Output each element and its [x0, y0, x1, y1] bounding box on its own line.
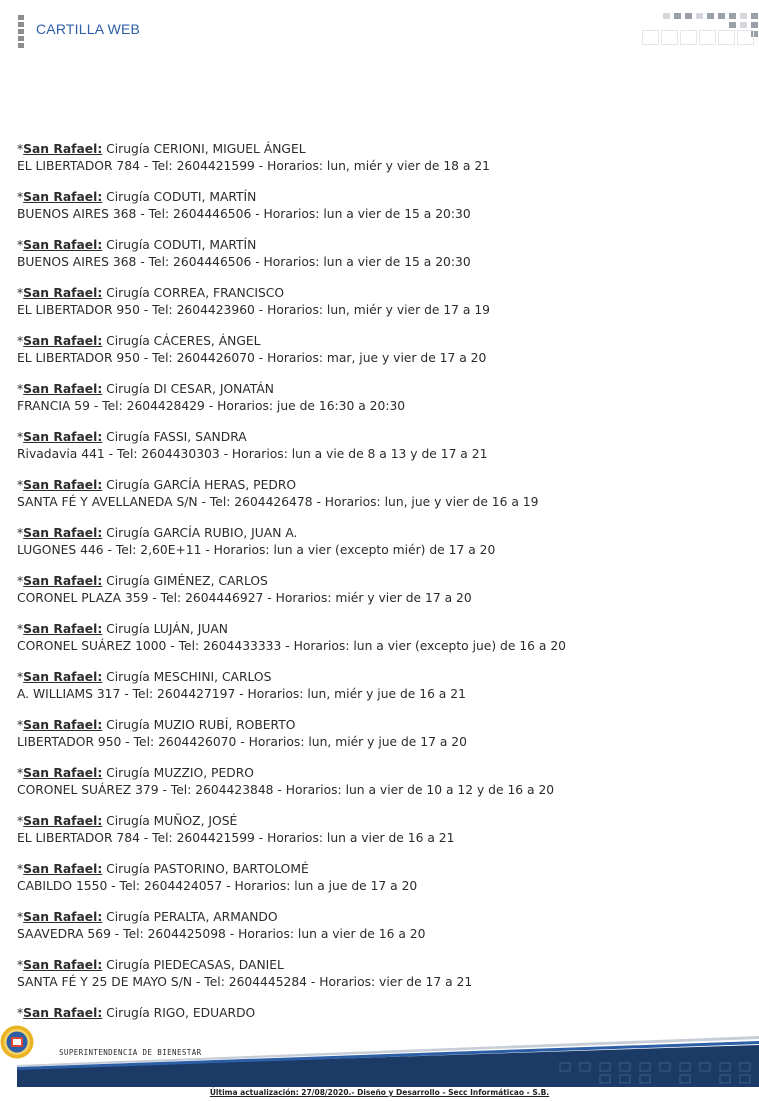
provider-details: CORONEL SUÁREZ 1000 - Tel: 2604433333 - Horarios: lun a vier (excepto jue) de 16 a 20	[17, 639, 566, 653]
provider-location: San Rafael:	[23, 382, 103, 396]
provider-entry	[17, 237, 747, 271]
provider-name: Cirugía MUÑOZ, JOSÉ	[106, 814, 238, 828]
provider-details: BUENOS AIRES 368 - Tel: 2604446506 - Horarios: lun a vier de 15 a 20:30	[17, 255, 471, 269]
provider-details: SANTA FÉ Y AVELLANEDA S/N - Tel: 2604426478 - Horarios: lun, jue y vier de 16 a 19	[17, 495, 539, 509]
provider-location: San Rafael:	[23, 958, 103, 972]
provider-name: Cirugía CODUTI, MARTÍN	[106, 238, 257, 252]
provider-name: Cirugía GARCÍA RUBIO, JUAN A.	[106, 526, 298, 540]
provider-location: San Rafael:	[23, 910, 103, 924]
provider-list	[17, 141, 747, 1036]
provider-entry	[17, 429, 747, 463]
provider-heading: *San Rafael: Cirugía CODUTI, MARTÍN	[17, 190, 257, 204]
provider-heading: *San Rafael: Cirugía CORREA, FRANCISCO	[17, 286, 285, 300]
agency-seal-icon	[0, 1025, 34, 1059]
provider-location: San Rafael:	[23, 622, 103, 636]
provider-entry	[17, 573, 747, 607]
provider-heading: *San Rafael: Cirugía CERIONI, MIGUEL ÁNGEL	[17, 142, 306, 156]
provider-details: CORONEL PLAZA 359 - Tel: 2604446927 - Horarios: miér y vier de 17 a 20	[17, 591, 472, 605]
provider-details: FRANCIA 59 - Tel: 2604428429 - Horarios: jue de 16:30 a 20:30	[17, 399, 406, 413]
provider-entry	[17, 141, 747, 175]
provider-entry	[17, 1005, 747, 1022]
provider-details: SAAVEDRA 569 - Tel: 2604425098 - Horarios: lun a vier de 16 a 20	[17, 927, 426, 941]
provider-entry	[17, 813, 747, 847]
provider-entry	[17, 381, 747, 415]
provider-entry	[17, 285, 747, 319]
provider-name: Cirugía CODUTI, MARTÍN	[106, 190, 257, 204]
provider-name: Cirugía PERALTA, ARMANDO	[106, 910, 278, 924]
provider-location: San Rafael:	[23, 814, 103, 828]
provider-details: EL LIBERTADOR 950 - Tel: 2604423960 - Horarios: lun, miér y vier de 17 a 19	[17, 303, 491, 317]
provider-details: EL LIBERTADOR 950 - Tel: 2604426070 - Horarios: mar, jue y vier de 17 a 20	[17, 351, 487, 365]
page-footer	[0, 1025, 759, 1101]
provider-name: Cirugía GIMÉNEZ, CARLOS	[106, 574, 268, 588]
provider-heading: *San Rafael: Cirugía FASSI, SANDRA	[17, 430, 247, 444]
provider-heading: *San Rafael: Cirugía GARCÍA HERAS, PEDRO	[17, 478, 297, 492]
last-updated-note: Última actualización: 27/08/2020.- Diseño y Desarrollo - Secc Informáticao - S.B.	[209, 1088, 550, 1097]
provider-name: Cirugía CÁCERES, ÁNGEL	[106, 334, 261, 348]
provider-details: EL LIBERTADOR 784 - Tel: 2604421599 - Horarios: lun, miér y vier de 18 a 21	[17, 159, 491, 173]
provider-heading: *San Rafael: Cirugía LUJÁN, JUAN	[17, 622, 228, 636]
provider-heading: *San Rafael: Cirugía DI CESAR, JONATÁN	[17, 382, 274, 396]
provider-name: Cirugía MESCHINI, CARLOS	[106, 670, 272, 684]
provider-location: San Rafael:	[23, 862, 103, 876]
provider-entry	[17, 477, 747, 511]
provider-details: BUENOS AIRES 368 - Tel: 2604446506 - Horarios: lun a vier de 15 a 20:30	[17, 207, 471, 221]
provider-details: LIBERTADOR 950 - Tel: 2604426070 - Horarios: lun, miér y jue de 17 a 20	[17, 735, 467, 749]
provider-name: Cirugía MUZIO RUBÍ, ROBERTO	[106, 718, 296, 732]
provider-name: Cirugía CORREA, FRANCISCO	[106, 286, 285, 300]
agency-name: SUPERINTENDENCIA DE BIENESTAR	[59, 1048, 202, 1057]
provider-location: San Rafael:	[23, 718, 103, 732]
provider-heading: *San Rafael: Cirugía MUZZIO, PEDRO	[17, 766, 254, 780]
provider-heading: *San Rafael: Cirugía PASTORINO, BARTOLOMÉ	[17, 862, 309, 876]
provider-location: San Rafael:	[23, 238, 103, 252]
provider-details: LUGONES 446 - Tel: 2,60E+11 - Horarios: lun a vier (excepto miér) de 17 a 20	[17, 543, 496, 557]
provider-heading: *San Rafael: Cirugía RIGO, EDUARDO	[17, 1006, 256, 1020]
provider-heading: *San Rafael: Cirugía CÁCERES, ÁNGEL	[17, 334, 261, 348]
provider-details: EL LIBERTADOR 784 - Tel: 2604421599 - Horarios: lun a vier de 16 a 21	[17, 831, 455, 845]
provider-name: Cirugía MUZZIO, PEDRO	[106, 766, 254, 780]
header-bar-icon	[18, 15, 24, 47]
provider-heading: *San Rafael: Cirugía GIMÉNEZ, CARLOS	[17, 574, 268, 588]
provider-name: Cirugía CERIONI, MIGUEL ÁNGEL	[106, 142, 306, 156]
provider-details: CORONEL SUÁREZ 379 - Tel: 2604423848 - Horarios: lun a vier de 10 a 12 y de 16 a 20	[17, 783, 555, 797]
provider-name: Cirugía RIGO, EDUARDO	[106, 1006, 256, 1020]
provider-location: San Rafael:	[23, 1006, 103, 1020]
provider-name: Cirugía FASSI, SANDRA	[106, 430, 247, 444]
provider-details: CABILDO 1550 - Tel: 2604424057 - Horarios: lun a jue de 17 a 20	[17, 879, 418, 893]
provider-location: San Rafael:	[23, 670, 103, 684]
provider-location: San Rafael:	[23, 334, 103, 348]
provider-entry	[17, 861, 747, 895]
provider-location: San Rafael:	[23, 286, 103, 300]
page-header	[0, 0, 759, 60]
provider-heading: *San Rafael: Cirugía MESCHINI, CARLOS	[17, 670, 272, 684]
provider-entry	[17, 525, 747, 559]
provider-heading: *San Rafael: Cirugía GARCÍA RUBIO, JUAN A.	[17, 526, 298, 540]
provider-details: SANTA FÉ Y 25 DE MAYO S/N - Tel: 2604445284 - Horarios: vier de 17 a 21	[17, 975, 473, 989]
provider-location: San Rafael:	[23, 430, 103, 444]
provider-heading: *San Rafael: Cirugía PERALTA, ARMANDO	[17, 910, 278, 924]
provider-location: San Rafael:	[23, 574, 103, 588]
provider-location: San Rafael:	[23, 478, 103, 492]
provider-entry	[17, 333, 747, 367]
provider-location: San Rafael:	[23, 190, 103, 204]
provider-location: San Rafael:	[23, 766, 103, 780]
provider-name: Cirugía LUJÁN, JUAN	[106, 622, 228, 636]
header-pattern-decoration	[634, 10, 759, 50]
provider-heading: *San Rafael: Cirugía CODUTI, MARTÍN	[17, 238, 257, 252]
page-title: CARTILLA WEB	[36, 21, 141, 37]
provider-heading: *San Rafael: Cirugía PIEDECASAS, DANIEL	[17, 958, 284, 972]
provider-location: San Rafael:	[23, 526, 103, 540]
provider-name: Cirugía GARCÍA HERAS, PEDRO	[106, 478, 297, 492]
provider-heading: *San Rafael: Cirugía MUÑOZ, JOSÉ	[17, 814, 238, 828]
provider-entry	[17, 189, 747, 223]
provider-entry	[17, 765, 747, 799]
provider-name: Cirugía PASTORINO, BARTOLOMÉ	[106, 862, 309, 876]
provider-heading: *San Rafael: Cirugía MUZIO RUBÍ, ROBERTO	[17, 718, 296, 732]
provider-entry	[17, 909, 747, 943]
provider-entry	[17, 717, 747, 751]
provider-entry	[17, 669, 747, 703]
provider-details: A. WILLIAMS 317 - Tel: 2604427197 - Horarios: lun, miér y jue de 16 a 21	[17, 687, 466, 701]
provider-entry	[17, 957, 747, 991]
provider-name: Cirugía PIEDECASAS, DANIEL	[106, 958, 284, 972]
provider-name: Cirugía DI CESAR, JONATÁN	[106, 382, 274, 396]
provider-location: San Rafael:	[23, 142, 103, 156]
provider-entry	[17, 621, 747, 655]
provider-details: Rivadavia 441 - Tel: 2604430303 - Horarios: lun a vie de 8 a 13 y de 17 a 21	[17, 447, 488, 461]
